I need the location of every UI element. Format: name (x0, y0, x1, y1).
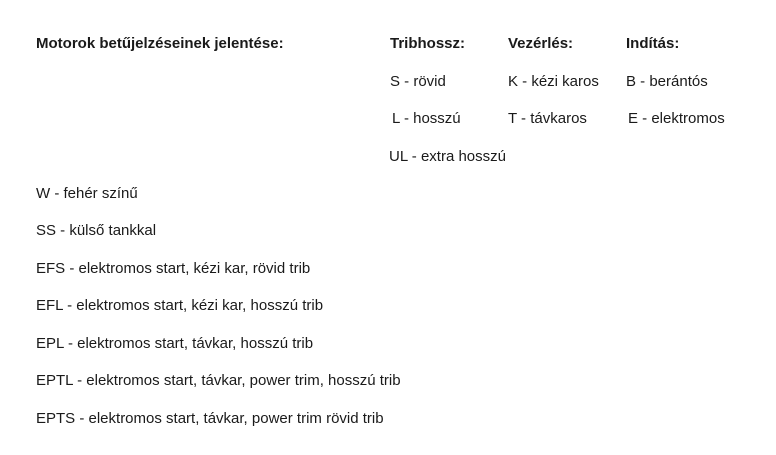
tribhossz-item: L - hosszú (392, 110, 461, 127)
inditas-title: Indítás: (626, 35, 680, 52)
tribhossz-item: UL - extra hosszú (389, 148, 506, 165)
code-line: W - fehér színű (36, 185, 138, 202)
code-line: SS - külső tankkal (36, 222, 157, 239)
vezerles-title: Vezérlés: (508, 35, 574, 52)
code-line: EPTL - elektromos start, távkar, power trim, hosszú trib (36, 372, 401, 389)
code-line: EFL - elektromos start, kézi kar, hosszú trib (36, 297, 324, 314)
inditas-item: B - berántós (626, 73, 708, 90)
code-line: EPL - elektromos start, távkar, hosszú trib (36, 335, 314, 352)
heading: Motorok betűjelzéseinek jelentése: (36, 35, 284, 52)
tribhossz-item: S - rövid (390, 73, 446, 90)
vezerles-item: T - távkaros (508, 110, 587, 127)
inditas-item: E - elektromos (628, 110, 725, 127)
code-line: EFS - elektromos start, kézi kar, rövid trib (36, 260, 311, 277)
code-line: EPTS - elektromos start, távkar, power trim rövid trib (36, 410, 384, 427)
tribhossz-title: Tribhossz: (390, 35, 466, 52)
vezerles-item: K - kézi karos (508, 73, 599, 90)
